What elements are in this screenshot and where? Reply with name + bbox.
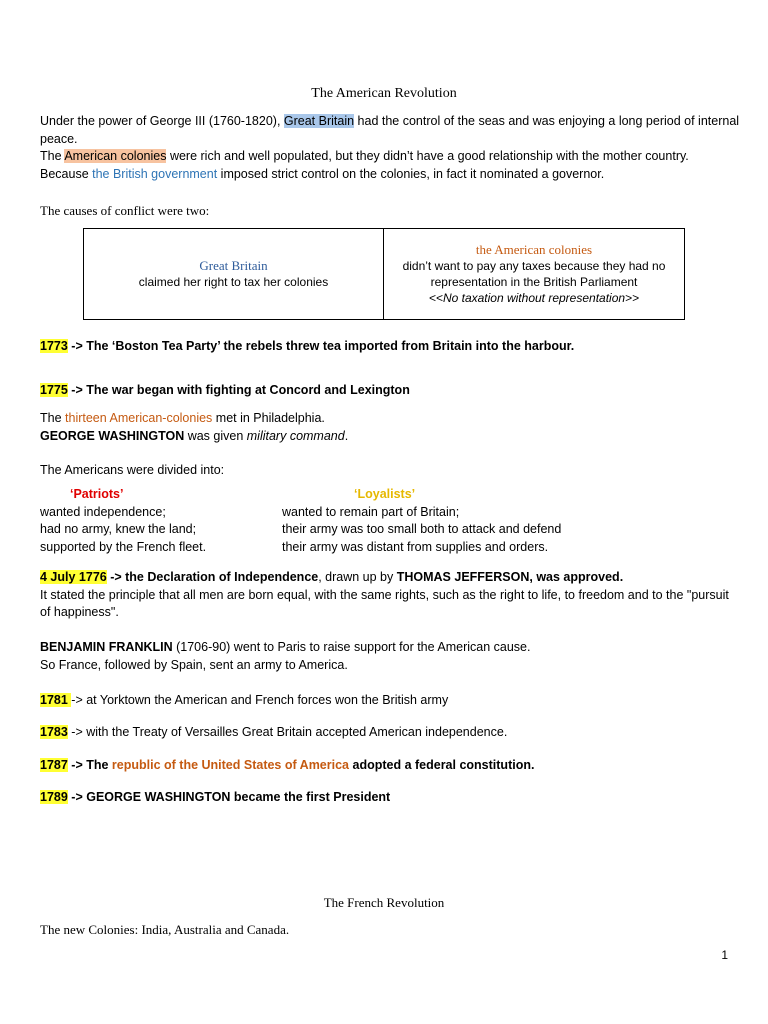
- intro-paragraph: [40, 113, 740, 183]
- event-text: -> The ‘Boston Tea Party’ the rebels threw tea imported from Britain into the harbour.: [67, 339, 575, 353]
- event-text: -> GEORGE WASHINGTON became the first President: [67, 790, 391, 804]
- republic-text: republic of the United States of America: [111, 758, 350, 772]
- event-text: -> the Declaration of Independence: [106, 570, 319, 584]
- cell-quote: <<No taxation without representation>>: [428, 291, 640, 305]
- intro-text: were rich and well populated, but they didn’t have a good relationship with the mother country. Because: [40, 149, 689, 181]
- text: was given: [184, 428, 247, 443]
- causes-cell-britain: [84, 229, 383, 319]
- military-command-text: military command: [246, 428, 345, 443]
- colonies-text: The new Colonies: India, Australia and Canada.: [40, 922, 290, 937]
- franklin-name: BENJAMIN FRANKLIN: [40, 640, 173, 654]
- page-title: The American Revolution: [311, 86, 457, 101]
- cell-title: the American colonies: [475, 242, 593, 257]
- text: So France, followed by Spain, sent an army to America.: [40, 657, 348, 672]
- congress-paragraph: [40, 410, 740, 445]
- text: The: [40, 411, 66, 425]
- list-item: wanted independence;: [40, 504, 166, 519]
- list-item: had no army, knew the land;: [40, 522, 197, 536]
- intro-text: had the control of the seas and was enjoying a long period of internal peace.: [40, 114, 740, 146]
- year-badge: 1775: [40, 383, 68, 397]
- list-item: wanted to remain part of Britain;: [282, 504, 460, 519]
- event-text: It stated the principle that all men are born equal, with the same rights, such as the right to life, to freedom and to the "pursuit of happiness".: [40, 587, 729, 619]
- year-badge: 1781: [40, 693, 72, 707]
- event-text: -> The: [67, 758, 112, 772]
- washington-name: GEORGE WASHINGTON: [40, 428, 185, 443]
- franklin-paragraph: [40, 639, 740, 674]
- list-item: their army was too small both to attack and defend: [282, 522, 562, 536]
- event-text: -> The war began with fighting at Concord and Lexington: [67, 383, 410, 397]
- text: met in Philadelphia.: [212, 411, 325, 425]
- event-1789: [40, 789, 740, 807]
- year-badge: 1787: [40, 758, 68, 772]
- event-text: -> with the Treaty of Versailles Great Britain accepted American independence.: [67, 725, 508, 739]
- british-government-text: the British government: [92, 166, 218, 181]
- thirteen-colonies-text: thirteen American-colonies: [65, 411, 213, 425]
- section-title: The French Revolution: [323, 895, 445, 910]
- list-item: supported by the French fleet.: [40, 539, 207, 554]
- list-item: their army was distant from supplies and orders.: [282, 539, 549, 554]
- cell-text: claimed her right to tax her colonies: [138, 275, 329, 289]
- event-1783: [40, 724, 740, 742]
- cell-title: Great Britain: [199, 258, 268, 273]
- year-badge: 1773: [40, 339, 68, 353]
- causes-cell-colonies: [383, 229, 684, 319]
- causes-intro: The causes of conflict were two:: [40, 203, 210, 218]
- event-text: , drawn up by: [318, 570, 397, 584]
- loyalists-label: ‘Loyalists’: [354, 487, 416, 501]
- event-1775: [40, 382, 740, 400]
- intro-text: imposed strict control on the colonies, in fact it nominated a governor.: [217, 166, 605, 181]
- intro-text: The: [40, 149, 65, 163]
- page-number: 1: [721, 948, 728, 962]
- divided-intro: The Americans were divided into:: [40, 463, 225, 477]
- year-badge: 1783: [40, 725, 68, 739]
- jefferson-text: THOMAS JEFFERSON, was approved.: [396, 570, 624, 584]
- event-text: adopted a federal constitution.: [349, 758, 535, 772]
- great-britain-highlight: Great Britain: [283, 114, 355, 128]
- cell-text: didn’t want to pay any taxes because they had no representation in the British Parliament: [402, 259, 666, 289]
- year-badge: 4 July 1776: [40, 570, 107, 584]
- event-1787: [40, 757, 740, 775]
- event-1781: [40, 692, 740, 710]
- event-1773: [40, 338, 740, 356]
- event-text: -> at Yorktown the American and French forces won the British army: [71, 693, 449, 707]
- causes-table: [83, 228, 685, 320]
- intro-text: Under the power of George III (1760-1820),: [40, 114, 284, 128]
- american-colonies-highlight: American colonies: [64, 149, 167, 163]
- text: .: [344, 428, 349, 443]
- event-1776: [40, 569, 740, 622]
- year-badge: 1789: [40, 790, 68, 804]
- text: (1706-90) went to Paris to raise support for the American cause.: [172, 640, 531, 654]
- loyalists-column: [282, 486, 742, 556]
- patriots-label: ‘Patriots’: [70, 487, 124, 501]
- patriots-column: [40, 486, 280, 556]
